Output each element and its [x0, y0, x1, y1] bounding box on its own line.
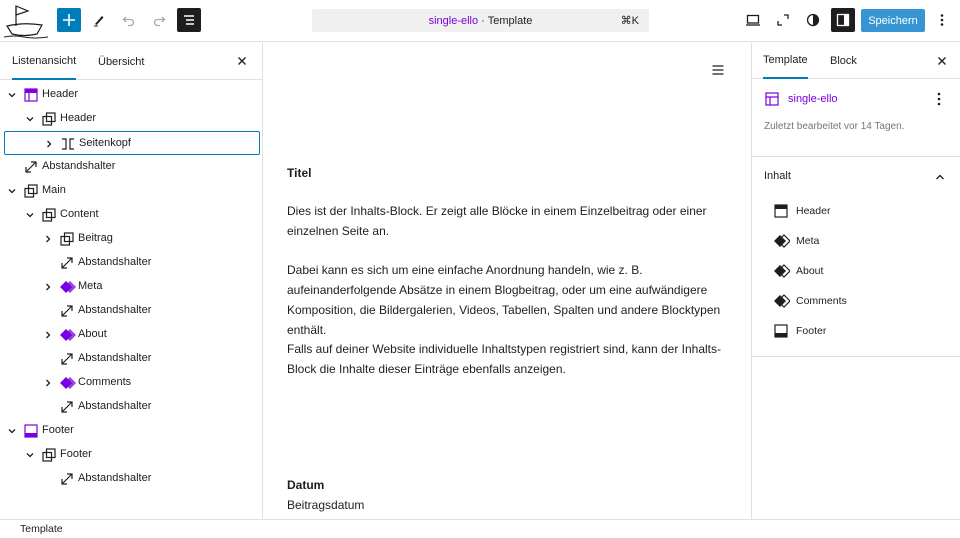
pattern-icon [774, 264, 788, 278]
redo-icon [152, 13, 166, 27]
content-item-label: Comments [796, 295, 847, 307]
list-view-item-meta[interactable] [0, 275, 263, 299]
pattern-icon [774, 294, 788, 308]
contrast-icon [806, 13, 820, 27]
tools-button[interactable] [87, 8, 111, 32]
post-title-block[interactable]: Titel [287, 166, 312, 180]
options-button[interactable] [930, 8, 954, 32]
content-item-footer[interactable] [774, 321, 944, 341]
document-overview-tabs [0, 43, 262, 80]
layout-icon [765, 92, 779, 106]
command-palette-bar[interactable] [312, 9, 649, 32]
list-view-item-label: Comments [78, 376, 132, 388]
pattern-icon [60, 328, 74, 342]
site-logo-icon[interactable] [4, 2, 48, 40]
list-view-item-abstandshalter[interactable] [0, 395, 263, 419]
sidebar-icon [836, 13, 850, 27]
spacer-icon [60, 400, 74, 414]
content-paragraph-2[interactable]: Dabei kann es sich um eine einfache Anordnung handeln, wie z. B. aufeinanderfolgende Absätze in einem Blogbeitrag, oder um eine aufwändigere Komposition, die Bildergalerien, Videos, Tabellen, Spalten und andere Blocktypen enthält. [287, 263, 721, 337]
save-button[interactable]: Speichern [861, 9, 925, 32]
chevron-down-icon[interactable] [25, 210, 35, 220]
last-edited-text: Zuletzt bearbeitet vor 14 Tagen. [764, 121, 905, 132]
settings-sidebar [751, 43, 960, 519]
list-view-item-abstandshalter[interactable] [0, 299, 263, 323]
redo-button[interactable] [147, 8, 171, 32]
group-icon [60, 232, 74, 246]
content-item-label: Footer [796, 325, 827, 337]
plus-icon [62, 13, 76, 27]
list-view-item-header[interactable] [0, 107, 263, 131]
list-view-item-label: Footer [60, 448, 92, 460]
list-view-item-label: Main [42, 184, 66, 196]
chevron-right-icon[interactable] [43, 282, 53, 292]
editor-canvas[interactable] [264, 43, 750, 519]
template-part-footer-icon [24, 424, 38, 438]
spacer-icon [24, 160, 38, 174]
list-view-item-abstandshalter[interactable] [0, 467, 263, 491]
list-view-item-label: Content [60, 208, 99, 220]
content-section-title[interactable]: Inhalt [764, 170, 791, 182]
pattern-icon [60, 280, 74, 294]
template-summary [752, 79, 960, 157]
post-date-block[interactable]: Beitragsdatum [287, 498, 365, 512]
group-icon [42, 448, 56, 462]
list-view-item-label: Abstandshalter [78, 304, 152, 316]
content-item-meta[interactable] [774, 231, 944, 251]
list-view-item-label: About [78, 328, 107, 340]
styles-button[interactable] [801, 8, 825, 32]
content-item-label: Header [796, 205, 831, 217]
content-item-label: About [796, 265, 824, 277]
list-view-item-header[interactable] [0, 83, 263, 107]
more-vertical-icon [940, 13, 944, 27]
add-block-button[interactable] [57, 8, 81, 32]
chevron-down-icon[interactable] [7, 186, 17, 196]
chevron-down-icon[interactable] [25, 450, 35, 460]
chevron-down-icon[interactable] [25, 114, 35, 124]
pencil-icon [92, 13, 106, 27]
list-view-item-label: Beitrag [78, 232, 113, 244]
content-paragraph-3[interactable]: Falls auf deiner Website individuelle Inhaltstypen registriert sind, kann der Inhalts-Block die Inhalte dieser Einträge ebenfalls anzeigen. [287, 342, 722, 376]
document-overview-panel [0, 43, 263, 519]
list-view-item-label: Abstandshalter [78, 472, 152, 484]
list-view-item-label: Abstandshalter [78, 400, 152, 412]
command-bar-separator: · [481, 14, 485, 27]
tab-template[interactable]: Template [763, 43, 808, 79]
list-view-item-label: Abstandshalter [42, 160, 116, 172]
list-view-item-seitenkopf[interactable] [4, 131, 260, 155]
tab-outline[interactable]: Übersicht [98, 55, 145, 68]
chevron-right-icon[interactable] [44, 139, 54, 149]
tab-block[interactable]: Block [830, 55, 857, 67]
block-breadcrumb-bar [0, 519, 960, 538]
template-part-header-icon [24, 88, 38, 102]
chevron-up-icon[interactable] [934, 171, 946, 183]
breadcrumb-item[interactable]: Template [20, 523, 63, 535]
list-view-item-abstandshalter[interactable] [0, 155, 263, 179]
chevron-right-icon[interactable] [43, 234, 53, 244]
template-actions-button[interactable] [932, 91, 946, 107]
row-icon [61, 137, 75, 151]
date-heading[interactable]: Datum [287, 478, 325, 492]
list-view-item-label: Seitenkopf [79, 137, 131, 149]
list-view-item-label: Header [42, 88, 79, 100]
header-icon [774, 204, 788, 218]
group-icon [42, 208, 56, 222]
navigation-menu-icon[interactable] [711, 63, 725, 77]
list-view-item-beitrag[interactable] [0, 227, 263, 251]
content-section [752, 157, 960, 357]
spacer-icon [60, 304, 74, 318]
content-paragraph-1[interactable]: Dies ist der Inhalts-Block. Er zeigt alle Blöcke in einem Einzelbeitrag oder einer einzelnen Seite an. [287, 204, 707, 238]
spacer-icon [60, 256, 74, 270]
list-view-icon [182, 13, 196, 27]
undo-button[interactable] [117, 8, 141, 32]
group-icon [42, 112, 56, 126]
desktop-icon [745, 13, 761, 27]
content-item-label: Meta [796, 235, 820, 247]
list-view-item-label: Meta [78, 280, 103, 292]
list-view-item-footer[interactable] [0, 443, 263, 467]
group-icon [24, 184, 38, 198]
top-toolbar [0, 0, 960, 42]
content-item-about[interactable] [774, 261, 944, 281]
pattern-icon [774, 234, 788, 248]
list-view-item-comments[interactable] [0, 371, 263, 395]
content-item-header[interactable] [774, 201, 944, 221]
settings-button[interactable] [831, 8, 855, 32]
list-view-item-label: Header [60, 112, 97, 124]
list-view-item-label: Abstandshalter [78, 352, 152, 364]
chevron-down-icon[interactable] [7, 90, 17, 100]
document-overview-button[interactable] [177, 8, 201, 32]
settings-tabs [752, 43, 960, 79]
pattern-icon [60, 376, 74, 390]
resize-icon [776, 13, 790, 27]
list-view-item-abstandshalter[interactable] [0, 347, 263, 371]
list-view-item-main[interactable] [0, 179, 263, 203]
list-view-item-label: Footer [42, 424, 74, 436]
command-bar-template-type: Template [487, 14, 533, 27]
more-vertical-icon [932, 91, 946, 107]
undo-icon [122, 13, 136, 27]
close-icon [934, 53, 950, 69]
list-view-item-about[interactable] [0, 323, 263, 347]
footer-icon [774, 324, 788, 338]
chevron-right-icon[interactable] [43, 330, 53, 340]
list-view-item-footer[interactable] [0, 419, 263, 443]
chevron-down-icon[interactable] [7, 426, 17, 436]
list-view-item-content[interactable] [0, 203, 263, 227]
view-button[interactable] [741, 8, 765, 32]
spacer-icon [60, 352, 74, 366]
content-item-comments[interactable] [774, 291, 944, 311]
tab-list-view[interactable]: Listenansicht [12, 43, 76, 80]
chevron-right-icon[interactable] [43, 378, 53, 388]
close-settings-button[interactable] [934, 53, 950, 69]
template-title: single-ello [788, 93, 838, 105]
spacer-icon [60, 472, 74, 486]
list-view-item-abstandshalter[interactable] [0, 251, 263, 275]
command-bar-shortcut: ⌘K [620, 15, 639, 27]
command-bar-template-name: single-ello [428, 14, 479, 27]
close-icon [234, 53, 250, 69]
list-view-item-label: Abstandshalter [78, 256, 152, 268]
zoom-out-button[interactable] [771, 8, 795, 32]
close-panel-button[interactable] [234, 53, 250, 69]
